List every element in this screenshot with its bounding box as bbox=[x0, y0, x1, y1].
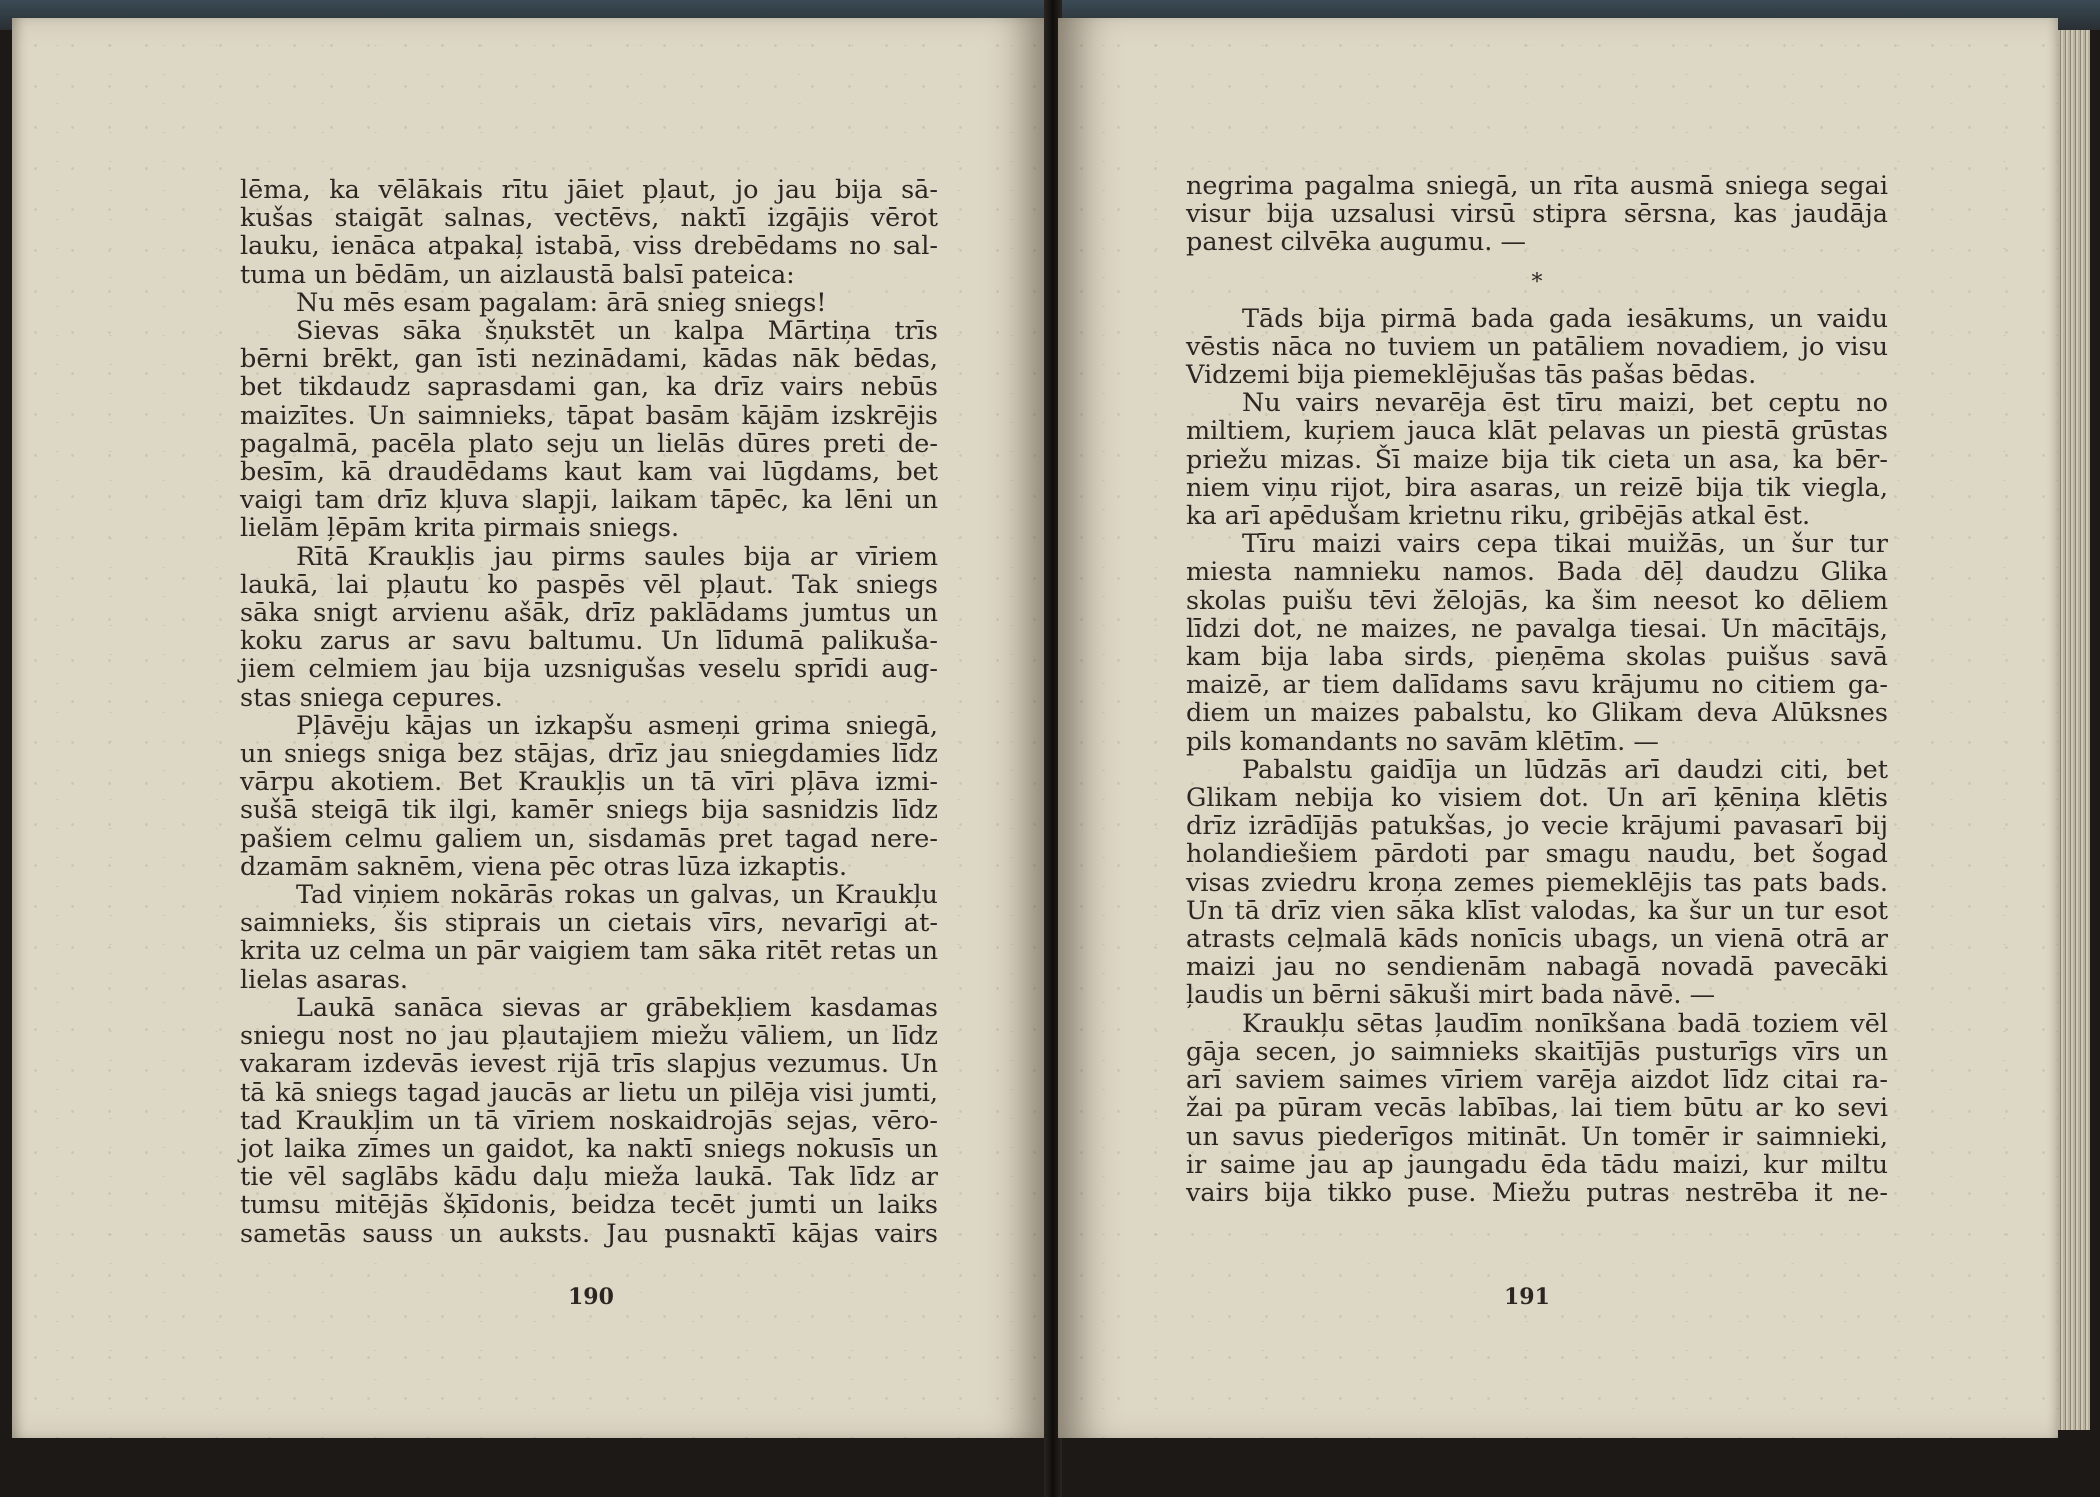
text-line: holandiešiem pārdoti par smagu naudu, bet šogad bbox=[1186, 839, 1888, 870]
text-line: jot laika zīmes un gaidot, ka naktī sniegs nokusīs un bbox=[240, 1133, 938, 1164]
text-line: gāja secen, jo saimnieks skaitījās pusturīgs vīrs un bbox=[1186, 1036, 1888, 1067]
text-line: Glikam nebija ko visiem dot. Un arī ķēniņa klētis bbox=[1186, 783, 1888, 814]
left-page bbox=[12, 18, 1048, 1438]
text-line: un sniegs sniga bez stājas, drīz jau sniegdamies līdz bbox=[240, 739, 938, 770]
text-line: tumsu mitējās šķīdonis, beidza tecēt jumti un laiks bbox=[240, 1190, 938, 1221]
text-line: lielām ļēpām krita pirmais sniegs. bbox=[240, 513, 680, 544]
text-line: vēstis nāca no tuviem un patāliem novadiem, jo visu bbox=[1186, 331, 1888, 362]
right-page-text bbox=[1186, 172, 1888, 1207]
text-line: pagalmā, pacēla plato seju un lielās dūres preti de- bbox=[240, 428, 938, 459]
text-line: Tāds bija pirmā bada gada iesākums, un vaidu bbox=[1242, 303, 1888, 334]
text-line: tā kā sniegs tagad jaucās ar lietu un pilēja visi jumti, bbox=[240, 1077, 938, 1108]
text-line: skolas puišu tēvi žēlojās, ka šim neesot ko dēliem bbox=[1186, 585, 1888, 616]
text-line: ļaudis un bērni sākuši mirt bada nāvē. — bbox=[1186, 980, 1716, 1011]
text-line: ka arī apēdušam krietnu riku, gribējās atkal ēst. bbox=[1186, 501, 1811, 532]
text-line: Pļāvēju kājas un izkapšu asmeņi grima sniegā, bbox=[296, 710, 938, 741]
text-line: Tad viņiem nokārās rokas un galvas, un Kraukļu bbox=[296, 880, 938, 911]
text-line: lēma, ka vēlākais rītu jāiet pļaut, jo jau bija sā- bbox=[240, 175, 938, 205]
text-line: vairs bija tikko puse. Miežu putras nestrēba it ne- bbox=[1186, 1177, 1888, 1208]
text-line: un savus piederīgos mitināt. Un tomēr ir saimnieki, bbox=[1186, 1121, 1888, 1152]
text-line: Rītā Kraukļis jau pirms saules bija ar vīriem bbox=[296, 541, 938, 572]
text-line: kam bija laba sirds, pieņēma skolas puišus savā bbox=[1186, 642, 1888, 673]
text-line: Nu mēs esam pagalam: ārā snieg sniegs! bbox=[296, 287, 827, 318]
text-line: pašiem celmu galiem un, sisdamās pret tagad nere- bbox=[240, 823, 938, 854]
text-line: niem viņu rijot, bira asaras, un reizē bija tik viegla, bbox=[1186, 472, 1888, 503]
text-line: stas sniega cepures. bbox=[240, 682, 503, 713]
text-line: maizi jau no sendienām nabagā novadā pavecāki bbox=[1186, 952, 1888, 983]
right-page bbox=[1058, 18, 2058, 1438]
text-line: Pabalstu gaidīja un lūdzās arī daudzi citi, bet bbox=[1242, 754, 1888, 785]
text-line: tad Kraukļim un tā vīriem noskaidrojās sejas, vēro- bbox=[240, 1105, 938, 1136]
text-line: dzamām saknēm, viena pēc otras lūza izkaptis. bbox=[240, 851, 848, 882]
text-line: Sievas sāka šņukstēt un kalpa Mārtiņa trīs bbox=[296, 316, 938, 347]
text-line: priežu mizas. Šī maize bija tik cieta un asa, ka bēr- bbox=[1186, 444, 1888, 475]
text-line: līdzi dot, ne maizes, ne pavalga tiesai. Un mācītājs, bbox=[1186, 613, 1888, 644]
text-line: besīm, kā draudēdams kaut kam vai lūgdams, bet bbox=[240, 457, 938, 488]
text-line: pils komandants no savām klētīm. — bbox=[1186, 726, 1659, 757]
text-line: tie vēl saglābs kādu daļu mieža laukā. Tak līdz ar bbox=[240, 1162, 938, 1193]
text-line: lauku, ienāca atpakaļ istabā, viss drebēdams no sal- bbox=[240, 231, 938, 262]
text-line: Un tā drīz vien sāka klīst valodas, ka šur un tur esot bbox=[1186, 895, 1888, 926]
section-separator: * bbox=[1531, 269, 1543, 295]
text-line: Laukā sanāca sievas ar grābekļiem kasdamas bbox=[296, 992, 938, 1023]
text-line: visur bija uzsalusi virsū stipra sērsna, kas jaudāja bbox=[1186, 199, 1888, 230]
text-line: negrima pagalma sniegā, un rīta ausmā sniega segai bbox=[1186, 171, 1888, 201]
text-line: panest cilvēka augumu. — bbox=[1186, 227, 1527, 258]
text-line: sāka snigt arvienu ašāk, drīz paklādams jumtus un bbox=[240, 598, 938, 629]
text-line: sušā steigā tik ilgi, kamēr sniegs bija sasnidzis līdz bbox=[240, 795, 938, 826]
text-line: kušas staigāt salnas, vectēvs, naktī izgājis vērot bbox=[240, 203, 938, 234]
text-line: jiem celmiem jau bija uzsnigušas veselu sprīdi aug- bbox=[240, 654, 938, 685]
text-line: Vidzemi bija piemeklējušas tās pašas bēdas. bbox=[1186, 360, 1757, 391]
text-line: žai pa pūram vecās labības, lai tiem būtu ar ko sevi bbox=[1186, 1093, 1888, 1124]
text-line: maizītes. Un saimnieks, tāpat basām kājām izskrējis bbox=[240, 400, 938, 431]
text-line: Tīru maizi vairs cepa tikai muižās, un šur tur bbox=[1242, 529, 1888, 560]
text-line: laukā, lai pļautu ko paspēs vēl pļaut. Tak sniegs bbox=[240, 569, 938, 600]
text-line: lielas asaras. bbox=[240, 964, 409, 995]
text-line: bērni brēkt, gan īsti nezinādami, kādas nāk bēdas, bbox=[240, 344, 938, 375]
text-line: sametās sauss un auksts. Jau pusnaktī kājas vairs bbox=[240, 1218, 938, 1249]
text-line: drīz izrādījās patukšas, jo vecie krājumi pavasarī bij bbox=[1186, 811, 1888, 842]
text-line: ir saime jau ap jaungadu ēda tādu maizi, kur miltu bbox=[1186, 1149, 1888, 1180]
text-line: vakaram izdevās ievest rijā trīs slapjus vezumus. Un bbox=[240, 1049, 938, 1080]
page-block-edge bbox=[2058, 30, 2090, 1430]
left-page-number: 190 bbox=[568, 1284, 614, 1310]
text-line: Nu vairs nevarēja ēst tīru maizi, bet ceptu no bbox=[1242, 388, 1888, 419]
text-line: atrasts ceļmalā kāds nonīcis ubags, un vienā otrā ar bbox=[1186, 924, 1888, 955]
text-line: arī saviem saimes vīriem varēja aizdot līdz citai ra- bbox=[1186, 1065, 1888, 1096]
text-line: koku zarus ar savu baltumu. Un līdumā palikuša- bbox=[240, 626, 938, 657]
text-line: miesta namnieku namos. Bada dēļ daudzu Glika bbox=[1186, 557, 1888, 588]
text-line: vārpu akotiem. Bet Kraukļis un tā vīri pļāva izmi- bbox=[240, 767, 938, 798]
text-line: Kraukļu sētas ļaudīm nonīkšana badā tοziem vēl bbox=[1242, 1008, 1888, 1039]
text-line: tuma un bēdām, un aizlaustā balsī pateica: bbox=[240, 259, 795, 290]
text-line: miltiem, kuŗiem jauca klāt pelavas un piestā grūstas bbox=[1186, 416, 1888, 447]
text-line: visas zviedru kroņa zemes piemeklējis tas pats bads. bbox=[1186, 867, 1888, 898]
right-page-number: 191 bbox=[1504, 1284, 1550, 1310]
text-line: bet tikdaudz saprasdami gan, ka drīz vairs nebūs bbox=[240, 372, 938, 403]
text-line: sniegu nost no jau pļautajiem miežu vāliem, un līdz bbox=[240, 1021, 938, 1052]
left-page-text bbox=[240, 176, 938, 1248]
text-line: vaigi tam drīz kļuva slapji, laikam tāpēc, ka lēni un bbox=[240, 485, 938, 516]
text-line: diem un maizes pabalstu, ko Glikam deva Alūksnes bbox=[1186, 698, 1888, 729]
text-line: krita uz celma un pār vaigiem tam sāka ritēt retas un bbox=[240, 936, 938, 967]
text-line: maizē, ar tiem dalīdams savu krājumu no citiem ga- bbox=[1186, 670, 1888, 701]
text-line: saimnieks, šis stiprais un cietais vīrs, nevarīgi at- bbox=[240, 908, 938, 939]
